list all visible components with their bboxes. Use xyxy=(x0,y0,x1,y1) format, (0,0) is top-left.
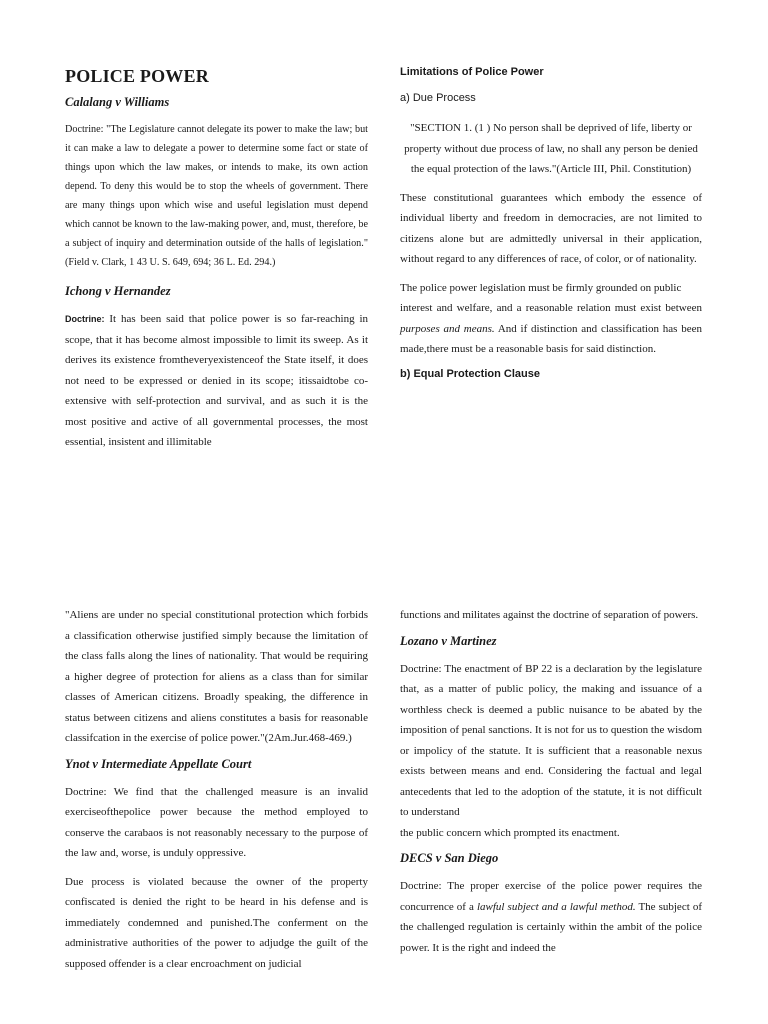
ynot-due-process: Due process is violated because the owner of the property confiscated is denied the right to be heard in his defense and is immediately condemned and punished.The conferment on the administrative authorities of the power to adjudge the guilt of the supposed offender is a clear encroachment on judicial xyxy=(65,875,368,970)
case-title-ichong: Ichong v Hernandez xyxy=(65,284,171,298)
decs-doctrine-text: Doctrine: The proper exercise of the police power requires the concurrence of a xyxy=(400,880,702,913)
lozano-doctrine: Doctrine: The enactment of BP 22 is a declaration by the legislature that, as a matter of public policy, the making and issuance of a worthless check is deemed a public nuisance to be abated by the imposition of penal sanctions. It is not for us to question the wisdom or impolicy of the statute. It is sufficient that a reasonable nexus exists between means and end. Considering the factual and legal antecedents that led to the adoption of the statute, it is not difficult to understand xyxy=(400,662,702,818)
equal-protection-heading: b) Equal Protection Clause xyxy=(400,367,540,380)
case-title-calalang: Calalang v Williams xyxy=(65,95,170,109)
ichong-doctrine xyxy=(65,309,368,453)
police-power-line: The police power legislation must be firmly grounded on public xyxy=(400,281,682,294)
reasonable-basis-text: And if distinction and classification has been made,there must be a reasonable basis for said distinction. xyxy=(400,322,702,355)
decs-doctrine xyxy=(400,876,702,958)
separation-of-powers-continuation: functions and militates against the doctrine of separation of powers. xyxy=(400,609,699,621)
guarantees-paragraph: These constitutional guarantees which embody the essence of individual liberty and freedom in democracies, are not limited to citizens alone but are admittedly universal in their application, without regard to any differences of race, of color, or of nationality. xyxy=(400,191,702,265)
lawful-subject-method-text: lawful subject and a lawful method. xyxy=(476,900,636,913)
page1-left-column xyxy=(65,62,368,461)
aliens-quote: "Aliens are under no special constitutional protection which forbids a classification otherwise justified simply because the limitation of the class falls along the lines of nationality. That would be requiring a higher degree of protection for aliens as a class than for similar classes of American citizens. Broadly speaking, the difference in status between citizens and aliens constitutes a basis for reasonable classifcation in the exercise of police power."(2Am.Jur.468-469.) xyxy=(65,609,368,744)
calalang-doctrine: Doctrine: "The Legislature cannot delegate its power to make the law; but it can make a law to delegate a power to determine some fact or state of things upon which the law makes, or intends to make, its own action depend. To deny this would be to stop the wheels of government. There are many things upon which wise and useful legislation must depend which cannot be known to the law-making power, and, must, therefore, be a subject of inquiry and determination outside of the halls of legislation." (Field v. Clark, 1 43 U. S. 649, 694; 36 L. Ed. 294.) xyxy=(65,124,368,268)
page2-right-column xyxy=(400,605,702,966)
purposes-means-text: purposes and means. xyxy=(400,322,495,335)
page-title: POLICE POWER xyxy=(65,66,209,86)
decs-doctrine-rest: The subject of the challenged regulation is certainly within the ambit of the police power. It is the right and indeed the xyxy=(400,900,702,954)
ynot-doctrine: Doctrine: We find that the challenged measure is an invalid exerciseofthepolice power because the method employed to conserve the carabaos is not reasonably necessary to the purpose of the law and, worse, is unduly oppressive. xyxy=(65,785,368,859)
case-title-ynot: Ynot v Intermediate Appellate Court xyxy=(65,756,252,771)
limitations-heading: Limitations of Police Power xyxy=(400,66,544,78)
page1-right-column xyxy=(400,62,702,394)
lozano-doctrine-last: the public concern which prompted its enactment. xyxy=(400,826,620,839)
section-quote: "SECTION 1. (1 ) No person shall be deprived of life, liberty or property without due process of law, no shall any person be denied the equal protection of the laws."(Article III, Phil. Constitution) xyxy=(404,122,698,175)
doctrine-label: Doctrine: xyxy=(65,314,105,324)
reasonable-relation-paragraph xyxy=(400,298,702,360)
page2-left-column xyxy=(65,605,368,982)
due-process-heading: a) Due Process xyxy=(400,92,476,104)
case-title-lozano: Lozano v Martinez xyxy=(400,633,497,648)
case-title-decs: DECS v San Diego xyxy=(400,851,499,865)
reasonable-relation-text: interest and welfare, and a reasonable relation must exist between xyxy=(400,302,702,314)
ichong-doctrine-text: It has been said that police power is so far-reaching in scope, that it has become almost impossible to limit its sweep. As it derives its existence fromtheveryexistenceof the State itself, it does not need to be expressed or denied in its scope; itissaidtobe co- extensive with self-protection and survival, and as such it is the most positive and active of all governmental processes, the most essential, insistent and illimitable xyxy=(65,313,369,448)
